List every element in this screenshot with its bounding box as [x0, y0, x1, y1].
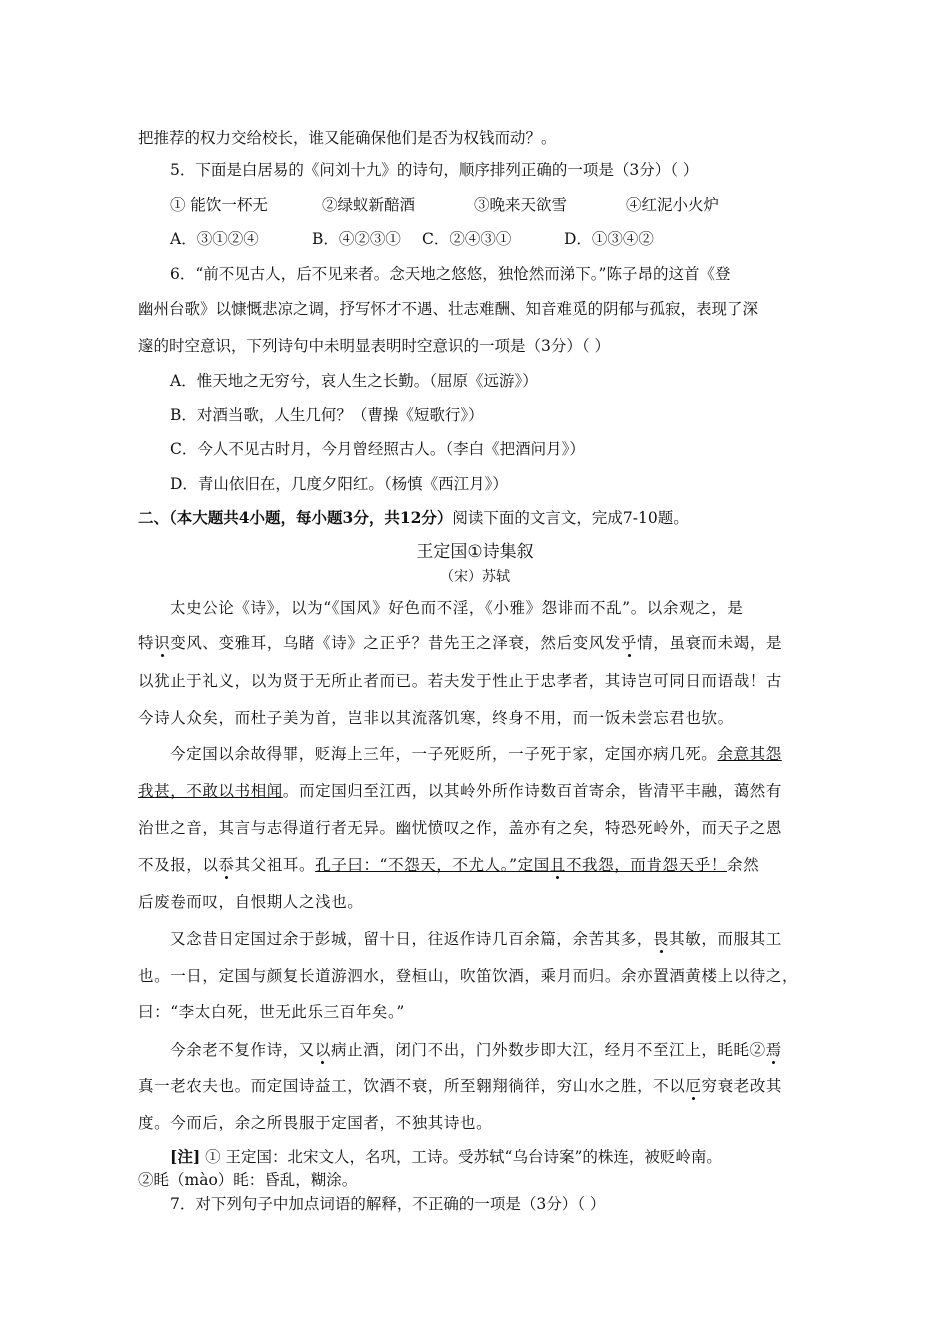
- passage-author: （宋）苏轼: [440, 569, 510, 585]
- text: 余然: [726, 856, 760, 874]
- q5-item: ① 能饮一杯无: [170, 196, 268, 214]
- q5-option-d: D．①③④②: [564, 230, 654, 248]
- text: 病止酒，闭门不出，门外数步即大江，经月不至江上，眊眊②: [331, 1041, 766, 1059]
- note-label: [注]: [170, 1147, 201, 1166]
- text: 真一老农夫也。而定国诗益工，饮酒不衰，所至翱翔徜徉，穷山水之胜，不以: [138, 1077, 686, 1095]
- dotted-word: 忝: [218, 856, 235, 874]
- dotted-word: 厄: [685, 1077, 702, 1095]
- q5-item: ③晚来天欲雪: [474, 196, 568, 214]
- passage-line: [138, 855, 759, 875]
- q6-option-c: C．今人不见古时月，今月曾经照古人。（李白《把酒问月》）: [170, 440, 585, 458]
- text: 情，虽衰而未竭，是: [637, 634, 783, 652]
- underlined-text: 余意其怨: [717, 745, 782, 763]
- q5-option-c: C．②④③①: [422, 230, 512, 248]
- dotted-word: 乎: [621, 634, 638, 652]
- text-line: 把推荐的权力交给校长，谁又能确保他们是否为权钱而动？。: [138, 129, 557, 147]
- text: 。而定国归至江西，以其岭外所作诗数百首寄余，皆清平丰融，蔼然有: [282, 782, 783, 800]
- passage-line: 今诗人众矣，而杜子美为首，岂非以其流落饥寒，终身不用，而一饭未尝忘君也欤。: [138, 709, 734, 727]
- footnote-1: [170, 1147, 722, 1167]
- passage-line: 太史公论《诗》，以为“《国风》好色而不淫，《小雅》怨诽而不乱”。以余观之，是: [170, 599, 744, 617]
- passage-line: [138, 633, 782, 653]
- q6-option-b: B．对酒当歌，人生几何？（曹操《短歌行》）: [170, 406, 484, 424]
- question-7: 7．对下列句子中加点词语的解释，不正确的一项是（3分）（ ）: [170, 1195, 606, 1213]
- text: 其父祖耳。: [234, 856, 316, 874]
- q5-items: [170, 195, 746, 215]
- footnote-2: ②眊（mào）眊：昏乱，糊涂。: [138, 1171, 358, 1189]
- text: 特: [138, 634, 155, 652]
- passage-line: [170, 929, 782, 949]
- dotted-word: 识: [154, 634, 171, 652]
- passage-line: 治世之音，其言与志得道行者无异。幽忧愤叹之作，盖亦有之矣，特恐死岭外，而天子之恩: [138, 819, 783, 837]
- dotted-word: 以: [314, 1041, 332, 1059]
- passage-line: [138, 1076, 782, 1096]
- passage-line: 度。今而后，余之所畏服于定国者，不独其诗也。: [138, 1114, 493, 1132]
- passage-line: [170, 1040, 782, 1060]
- text: 孔子曰：“不怨天，不尤人。”定国: [315, 856, 550, 874]
- passage-line: 曰：“李太白死，世无此乐三百年矣。”: [138, 1003, 405, 1021]
- underlined-text: [315, 856, 727, 874]
- section-scoring: （本大题共4小题，每小题3分，共12分）: [169, 508, 453, 527]
- text: 变风、变雅耳，乌睹《诗》之正乎？昔先王之泽衰，然后变风发: [170, 634, 622, 652]
- text: 不及报，以: [138, 856, 219, 874]
- section-instruction: 阅读下面的文言文，完成7-10题。: [452, 509, 689, 527]
- text: 穷衰老改其: [701, 1077, 783, 1095]
- q5-item: ②绿蚁新醅酒: [322, 196, 416, 214]
- section-2-heading: [138, 508, 689, 528]
- passage-line: [138, 781, 782, 801]
- underlined-text: 我甚，不敢以书相闻: [138, 782, 283, 800]
- question-6-line: 邃的时空意识，下列诗句中未明显表明时空意识的一项是（3分）（ ）: [138, 337, 611, 355]
- text: 又念昔日定国过余于彭城，留十日，往返作诗几百余篇，余苦其多，: [170, 930, 654, 948]
- q6-option-d: D．青山依旧在，几度夕阳红。（杨慎《西江月》）: [170, 475, 508, 493]
- text: 不我怨，而肯怨天乎！: [565, 856, 727, 874]
- q5-option-b: B．④②③①: [312, 230, 401, 248]
- passage-line: [170, 744, 782, 764]
- dotted-word: 畏: [653, 930, 670, 948]
- section-number: 二、: [138, 508, 170, 527]
- passage-line: 也。一日，定国与颜复长道游泗水，登桓山，吹笛饮酒，乘月而归。余亦置酒黄楼上以待之，: [138, 967, 799, 985]
- dotted-word: 焉: [765, 1041, 782, 1059]
- text: 今定国以余故得罪，贬海上三年，一子死贬所，一子死于家，定国亦病几死。: [170, 745, 718, 763]
- text: 其敏，而服其工: [669, 930, 782, 948]
- question-6-line: 幽州台歌》以慷慨悲凉之调，抒写怀才不遇、壮志难酬、知音难觅的阴郁与孤寂，表现了深: [138, 300, 759, 318]
- passage-line: 后废卷而叹，自恨期人之浅也。: [138, 893, 364, 911]
- text: 今余老不复作诗，又: [170, 1041, 315, 1059]
- q6-option-a: A．惟天地之无穷兮，哀人生之长勤。（屈原《远游》）: [170, 372, 538, 390]
- q5-option-a: A．③①②④: [170, 230, 259, 248]
- passage-title: 王定国①诗集叙: [416, 542, 534, 562]
- note-text: ① 王定国：北宋文人，名巩，工诗。受苏轼“乌台诗案”的株连，被贬岭南。: [205, 1148, 722, 1166]
- dotted-word: 且: [549, 856, 566, 874]
- question-6-line: 6．“前不见古人，后不见来者。念天地之悠悠，独怆然而涕下。”陈子昂的这首《登: [170, 265, 731, 283]
- q5-options: [170, 229, 674, 249]
- passage-line: 以犹止于礼义，以为贤于无所止者而已。若夫发于性止于忠孝者，其诗岂可同日而语哉！古: [138, 672, 783, 690]
- question-5: 5．下面是白居易的《问刘十九》的诗句，顺序排列正确的一项是（3分）（ ）: [170, 161, 699, 179]
- q5-item: ④红泥小火炉: [626, 196, 720, 214]
